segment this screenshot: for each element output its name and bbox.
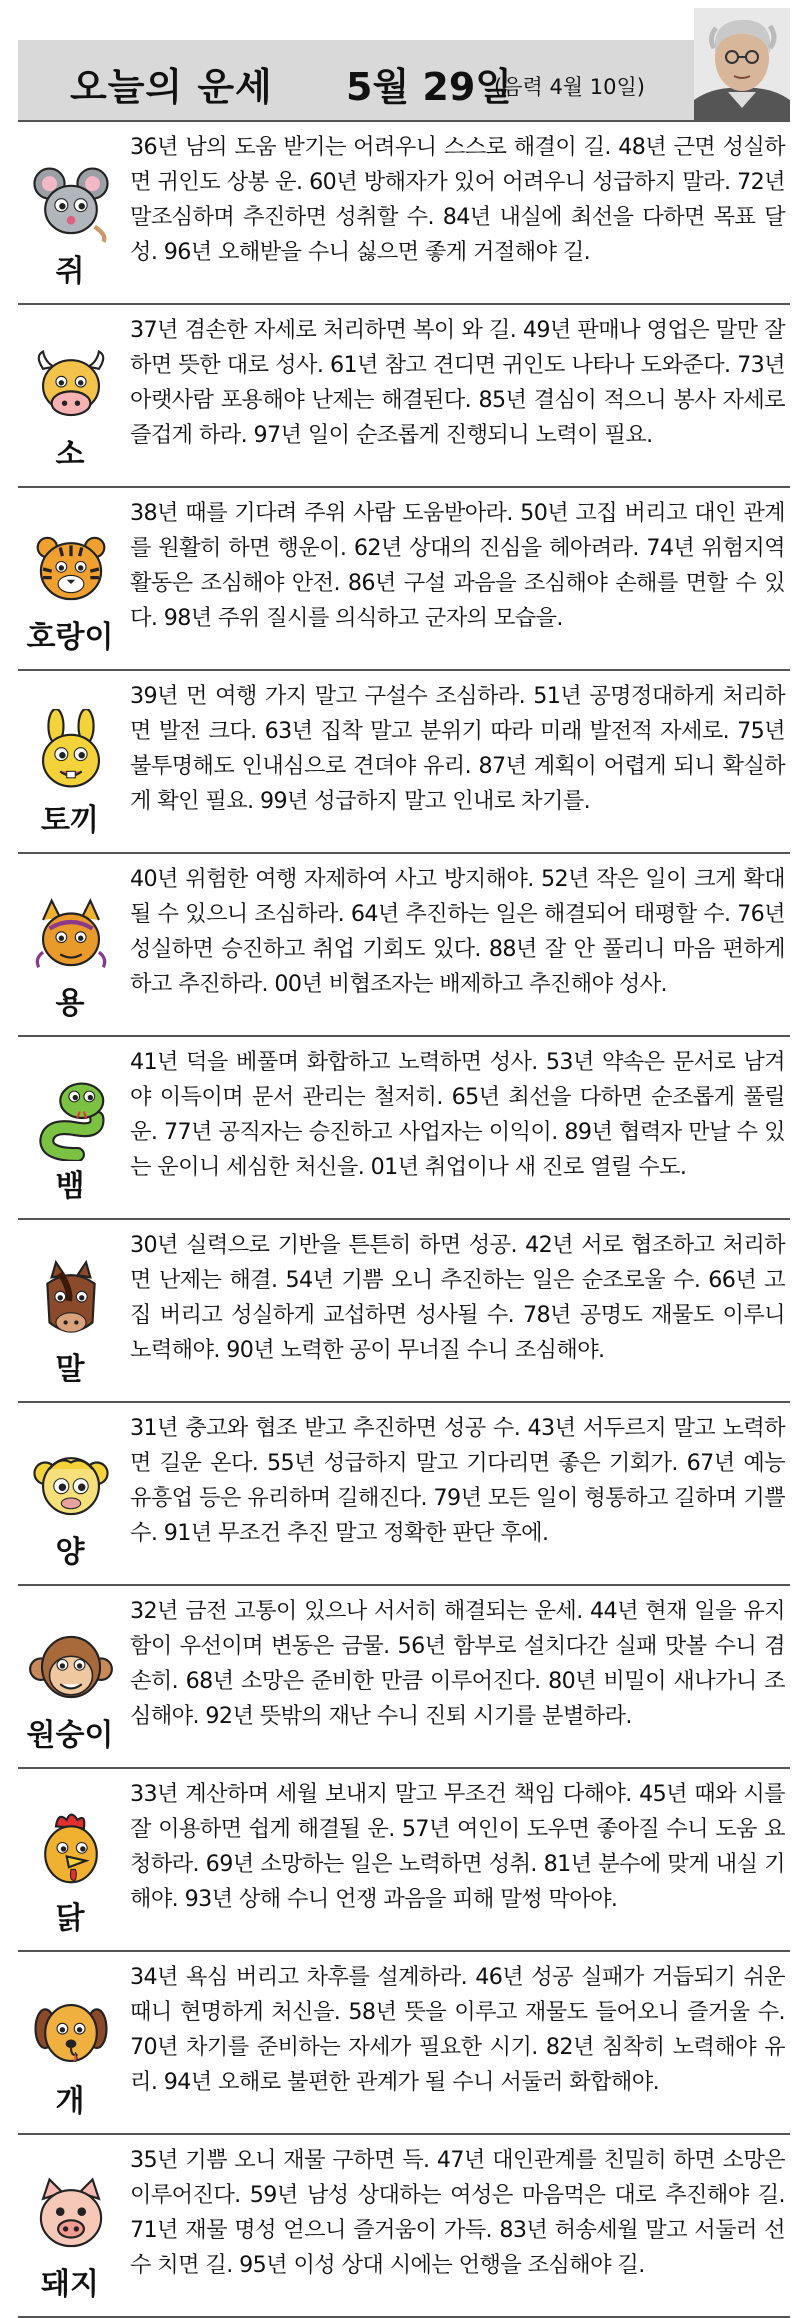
zodiac-label: 닭 <box>55 1901 85 1936</box>
fortune-text: 30년 실력으로 기반을 튼튼히 하면 성공. 42년 서로 협조하고 처리하면 난제는 해결. 54년 기쁨 오니 추진하는 일은 순조로울 수. 66년 고집 버리고 성실하게 교섭하면 성사될 수. 78년 공명도 재물도 이루니 노력해야. 90년 노력한 공이 무너질 수니 조심해야. <box>130 1232 785 1363</box>
lunar-date: (음력 4월 10일) <box>494 75 645 99</box>
fortune-text: 39년 먼 여행 가지 말고 구설수 조심하라. 51년 공명정대하게 처리하면 발전 크다. 63년 집착 말고 분위기 따라 미래 발전적 자세로. 75년 불투명해도 인내심으로 견뎌야 유리. 87년 계획이 어렵게 되니 확실하게 확인 필요. 99년 성급하지 말고 인내로 차기를. <box>130 683 785 814</box>
fortune-text: 41년 덕을 베풀며 화합하고 노력하면 성사. 53년 약속은 문서로 남겨야 이득이며 문서 관리는 철저히. 65년 최선을 다하면 순조롭게 풀릴 운. 77년 공직자는 승진하고 사업자는 이익이. 89년 협력자 만날 수 있는 운이니 세심한 처신을. 01년 취업이나 새 진로 열릴 수도. <box>130 1049 785 1180</box>
zodiac-label: 쥐 <box>55 254 85 289</box>
fortune-text: 40년 위험한 여행 자제하여 사고 방지해야. 52년 작은 일이 크게 확대될 수 있으니 조심하라. 64년 추진하는 일은 해결되어 태평할 수. 76년 성실하면 승진하고 취업 기회도 있다. 88년 잘 안 풀리니 마음 편하게 하고 추진하라. 00년 비협조자는 배제하고 추진해야 성사. <box>130 866 785 997</box>
page-title: 오늘의 운세 <box>70 65 273 109</box>
zodiac-row-dog <box>18 1952 790 2135</box>
zodiac-row-rat <box>18 120 790 305</box>
zodiac-row-monkey <box>18 1586 790 1769</box>
fortune-text: 36년 남의 도움 받기는 어려우니 스스로 해결이 길. 48년 근면 성실하면 귀인도 상봉 운. 60년 방해자가 있어 어려우니 성급하지 말라. 72년 말조심하며 추진하면 성취할 수. 84년 내실에 최선을 다하면 목표 달성. 96년 오해받을 수니 싫으면 좋게 거절해야 길. <box>130 134 785 265</box>
sheep-icon <box>28 1441 114 1527</box>
tiger-icon <box>28 526 114 612</box>
zodiac-label: 뱀 <box>55 1169 85 1204</box>
rooster-icon <box>28 1807 114 1893</box>
zodiac-label: 개 <box>55 2084 85 2119</box>
zodiac-row-rabbit <box>18 671 790 854</box>
dog-icon <box>28 1990 114 2076</box>
fortune-text: 35년 기쁨 오니 재물 구하면 득. 47년 대인관계를 친밀히 하면 소망은 이루어진다. 59년 남성 상대하는 여성은 마음먹은 대로 추진해야 길. 71년 재물 명성 얻으니 즐거움이 가득. 83년 허송세월 말고 서둘러 선수 치면 길. 95년 이성 상대 시에는 언행을 조심해야 길. <box>130 2147 785 2278</box>
zodiac-row-horse <box>18 1220 790 1403</box>
zodiac-label: 돼지 <box>41 2267 99 2302</box>
fortune-text: 31년 충고와 협조 받고 추진하면 성공 수. 43년 서두르지 말고 노력하면 길운 온다. 55년 성급하지 말고 기다리면 좋은 기회가. 67년 예능 유흥업 등은 유리하며 길해진다. 79년 모든 일이 형통하고 길하며 기쁠 수. 91년 무조건 추진 말고 정확한 판단 후에. <box>130 1415 785 1546</box>
zodiac-label: 토끼 <box>41 803 99 838</box>
zodiac-row-rooster <box>18 1769 790 1952</box>
zodiac-label: 용 <box>55 986 85 1021</box>
horse-icon <box>28 1258 114 1344</box>
zodiac-row-sheep <box>18 1403 790 1586</box>
fortune-text: 37년 겸손한 자세로 처리하면 복이 와 길. 49년 판매나 영업은 말만 잘하면 뜻한 대로 성사. 61년 참고 견디면 귀인도 나타나 도와준다. 73년 아랫사람 포용해야 난제는 해결된다. 85년 결심이 적으니 봉사 자세로 즐겁게 하라. 97년 일이 순조롭게 진행되니 노력이 필요. <box>130 317 785 448</box>
rabbit-icon <box>28 709 114 795</box>
zodiac-row-pig <box>18 2135 790 2318</box>
author-portrait-icon <box>694 8 790 122</box>
snake-icon <box>28 1075 114 1161</box>
zodiac-row-dragon <box>18 854 790 1037</box>
monkey-icon <box>28 1624 114 1710</box>
fortune-text: 34년 욕심 버리고 차후를 설계하라. 46년 성공 실패가 거듭되기 쉬운 때니 현명하게 처신을. 58년 뜻을 이루고 재물도 들어오니 즐거울 수. 70년 차기를 준비하는 자세가 필요한 시기. 82년 침착히 노력해야 유리. 94년 오해로 불편한 관계가 될 수니 서둘러 화합해야. <box>130 1964 785 2095</box>
zodiac-list <box>18 120 790 2318</box>
header-banner <box>18 40 698 120</box>
fortune-text: 38년 때를 기다려 주위 사람 도움받아라. 50년 고집 버리고 대인 관계를 원활히 하면 행운이. 62년 상대의 진심을 헤아려라. 74년 위험지역 활동은 조심해야 안전. 86년 구설 과음을 조심해야 손해를 면할 수 있다. 98년 주위 질시를 의식하고 군자의 모습을. <box>130 500 785 631</box>
zodiac-label: 호랑이 <box>26 620 114 655</box>
zodiac-label: 양 <box>55 1535 85 1570</box>
fortune-text: 32년 금전 고통이 있으나 서서히 해결되는 운세. 44년 현재 일을 유지함이 우선이며 변동은 금물. 56년 함부로 설치다간 실패 맛볼 수니 겸손히. 68년 소망은 준비한 만큼 이루어진다. 80년 비밀이 새나가니 조심해야. 92년 뜻밖의 재난 수니 진퇴 시기를 분별하라. <box>130 1598 785 1729</box>
zodiac-row-tiger <box>18 488 790 671</box>
pig-icon <box>28 2173 114 2259</box>
ox-icon <box>28 343 114 429</box>
dragon-icon <box>28 892 114 978</box>
zodiac-row-ox <box>18 305 790 488</box>
author-photo <box>694 8 790 122</box>
zodiac-label: 말 <box>55 1352 85 1387</box>
zodiac-label: 원숭이 <box>26 1718 114 1753</box>
page-date: 5월 29일 <box>346 65 512 109</box>
zodiac-row-snake <box>18 1037 790 1220</box>
zodiac-label: 소 <box>55 437 85 472</box>
rat-icon <box>28 160 114 246</box>
fortune-text: 33년 계산하며 세월 보내지 말고 무조건 책임 다해야. 45년 때와 시를 잘 이용하면 쉽게 해결될 운. 57년 여인이 도우면 좋아질 수니 도움 요청하라. 69년 소망하는 일은 노력하면 성취. 81년 분수에 맞게 내실 기해야. 93년 상해 수니 언쟁 과음을 피해 말썽 막아야. <box>130 1781 785 1912</box>
